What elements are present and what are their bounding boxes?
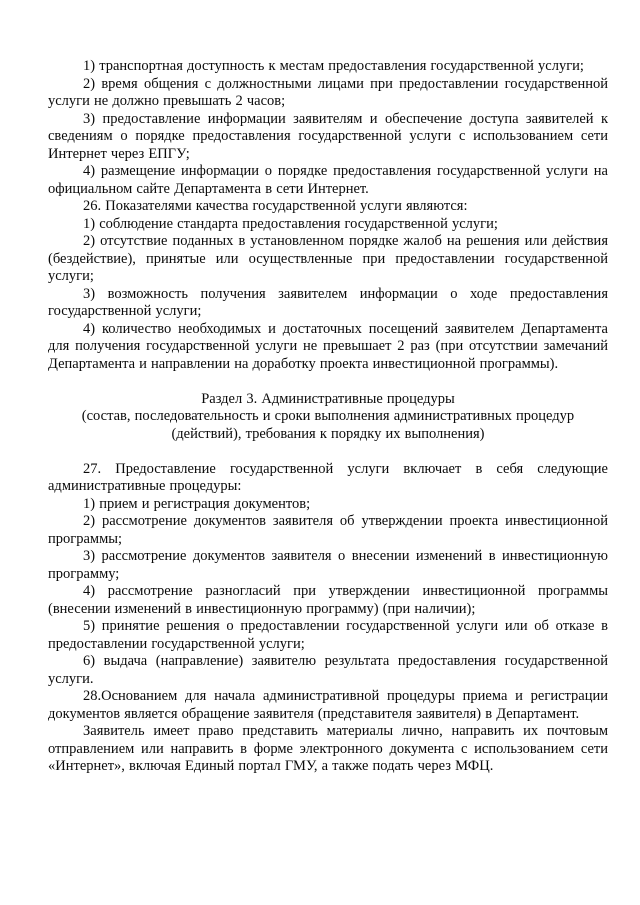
document-paragraph: Заявитель имеет право представить материалы лично, направить их почтовым отправлением или направить в форме электронного документа с использованием сети «Интернет», включая Единый портал ГМУ, а также подать через МФЦ. [48, 723, 608, 774]
document-paragraph: 2) время общения с должностными лицами при предоставлении государственной услуги не должно превышать 2 часов; [48, 75, 608, 109]
section-heading-subtitle: (состав, последовательность и сроки выполнения административных процедур (действий), требования к порядку их выполнения) [81, 408, 575, 442]
document-paragraph: 26. Показателями качества государственной услуги являются: [83, 198, 468, 214]
document-paragraph: 2) отсутствие поданных в установленном порядке жалоб на решения или действия (бездействие), принятые или осуществленные при предоставлении государственной услуги; [48, 233, 608, 284]
document-paragraph: 3) рассмотрение документов заявителя о внесении изменений в инвестиционную программу; [48, 548, 608, 582]
document-paragraph: 4) размещение информации о порядке предоставления государственной услуги на официальном сайте Департамента в сети Интернет. [48, 163, 608, 197]
document-paragraph: 1) транспортная доступность к местам предоставления государственной услуги; [83, 58, 584, 74]
document-paragraph: 1) соблюдение стандарта предоставления государственной услуги; [83, 215, 498, 232]
section-heading-title: Раздел 3. Административные процедуры [201, 390, 455, 407]
document-paragraph: 5) принятие решения о предоставлении государственной услуги или об отказе в предоставлении государственной услуги; [48, 618, 608, 652]
document-paragraph: 2) рассмотрение документов заявителя об утверждении проекта инвестиционной программы; [48, 513, 608, 547]
section-heading [48, 391, 608, 444]
document-paragraph: 1) прием и регистрация документов; [83, 495, 311, 512]
document-paragraph: 4) рассмотрение разногласий при утверждении инвестиционной программы (внесении изменений в инвестиционную программу) (при наличии); [48, 583, 608, 617]
document-paragraph: 3) возможность получения заявителем информации о ходе предоставления государственной услуги; [48, 285, 608, 319]
document-paragraph: 4) количество необходимых и достаточных посещений заявителем Департамента для получения государственной услуги не превышает 2 раз (при отсутствии замечаний Департамента и направлении на доработку проекта инвестиционной программы). [48, 320, 608, 372]
document-paragraph: 28.Основанием для начала административной процедуры приема и регистрации документов является обращение заявителя (представителя заявителя) в Департамент. [48, 688, 608, 722]
document-paragraph: 3) предоставление информации заявителям и обеспечение доступа заявителей к сведениям о порядке предоставления государственной услуги с использованием сети Интернет через ЕПГУ; [48, 110, 608, 162]
document-paragraph: 6) выдача (направление) заявителю результата предоставления государственной услуги. [48, 653, 608, 687]
document-paragraph: 27. Предоставление государственной услуги включает в себя следующие административные процедуры: [48, 460, 608, 494]
